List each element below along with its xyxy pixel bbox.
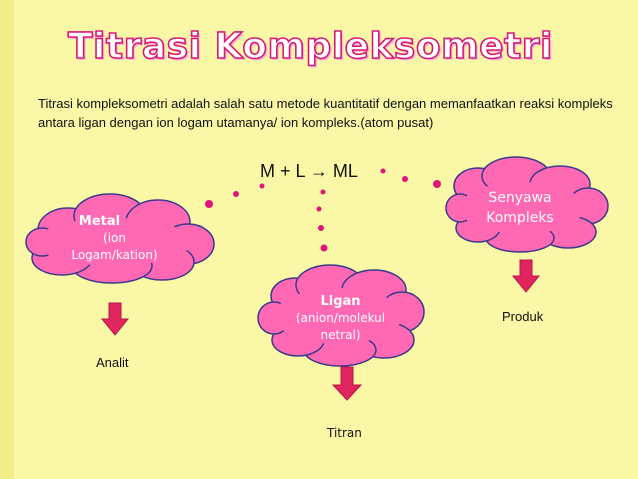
dot xyxy=(317,207,322,212)
metal-node xyxy=(52,213,177,264)
dot xyxy=(233,191,239,197)
bubble-dots-ligan xyxy=(317,190,332,275)
dot xyxy=(205,200,213,208)
dot xyxy=(402,176,408,182)
titran-label: Titran xyxy=(327,426,362,440)
arrow-down-icon xyxy=(333,367,361,400)
bubble-dots-metal xyxy=(205,184,265,209)
metal-title: Metal xyxy=(78,214,121,229)
analit-label: Analit xyxy=(96,355,129,370)
dot xyxy=(321,190,326,195)
dot xyxy=(321,245,328,252)
kompleks-node xyxy=(468,188,572,228)
slide-title: Titrasi Kompleksometri xyxy=(68,26,553,67)
arrow-down-icon xyxy=(102,303,128,335)
intro-paragraph: Titrasi kompleksometri adalah salah satu metode kuantitatif dengan memanfaatkan reaksi kompleks antara ligan dengan ion logam utamanya/ ion kompleks.(atom pusat) xyxy=(38,96,613,130)
ligan-title: Ligan xyxy=(320,294,361,309)
dot xyxy=(260,184,265,189)
dot xyxy=(433,180,441,188)
produk-label: Produk xyxy=(502,309,544,324)
ligan-node xyxy=(288,293,393,344)
bubble-dots-kompleks xyxy=(381,169,442,189)
arrow-down-icon xyxy=(513,260,539,292)
kompleks-title: Senyawa Kompleks xyxy=(486,190,554,226)
metal-subtitle: (ion Logam/kation) xyxy=(71,231,158,262)
reaction-equation: M + L → ML xyxy=(260,161,358,181)
ligan-subtitle: (anion/molekul netral) xyxy=(295,311,386,342)
dot xyxy=(381,169,386,174)
dot xyxy=(318,225,324,231)
